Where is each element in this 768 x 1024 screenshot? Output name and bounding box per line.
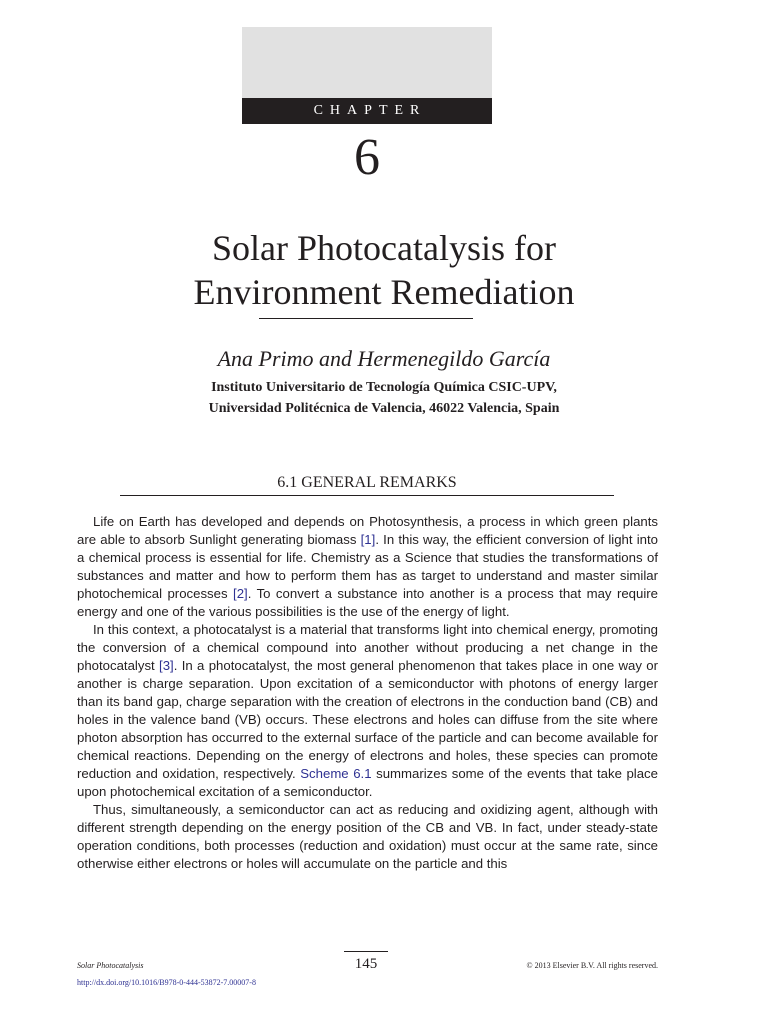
section-divider bbox=[120, 495, 614, 496]
paragraph-1-text-a: Life on Earth has developed and depends on Photosynthesis, a process in which green plants are able to absorb Sunlight generating biomass bbox=[77, 514, 658, 547]
chapter-number: 6 bbox=[354, 129, 380, 186]
doi-link[interactable]: http://dx.doi.org/10.1016/B978-0-444-53872-7.00007-8 bbox=[77, 978, 256, 987]
title-divider bbox=[259, 318, 473, 319]
citation-link-2[interactable]: [2] bbox=[233, 586, 248, 601]
chapter-label: CHAPTER bbox=[242, 98, 492, 124]
paragraph-1 bbox=[77, 513, 658, 621]
paragraph-2-text-a: In this context, a photocatalyst is a material that transforms light into chemical energy, promoting the conversion of a chemical compound into another without producing a net change in the photocatalyst bbox=[77, 622, 658, 673]
citation-link-3[interactable]: [3] bbox=[159, 658, 174, 673]
copyright-notice: © 2013 Elsevier B.V. All rights reserved. bbox=[526, 961, 658, 970]
chapter-title-line-2: Environment Remediation bbox=[193, 272, 575, 312]
chapter-title-line-1: Solar Photocatalysis for bbox=[212, 228, 556, 268]
paragraph-3: Thus, simultaneously, a semiconductor can act as reducing and oxidizing agent, although with different strength depending on the energy position of the CB and VB. In fact, under steady-state operation conditions, both processes (reduction and oxidation) must occur at the same rate, since otherwise either electrons or holes will accumulate on the particle and this bbox=[77, 802, 658, 871]
chapter-header-block bbox=[242, 27, 492, 98]
chapter-title bbox=[40, 226, 728, 314]
affiliation-line-1: Instituto Universitario de Tecnología Química CSIC-UPV, bbox=[211, 380, 557, 395]
body-text bbox=[77, 513, 658, 873]
footer-divider bbox=[344, 951, 388, 952]
paragraph-1-text-c: . To convert a substance into another is a process that may require energy and one of the various possibilities is the use of the energy of light. bbox=[77, 586, 659, 619]
paragraph-2-text-b: . In a photocatalyst, the most general phenomenon that takes place in one way or another is charge separation. Upon excitation of a semiconductor with photons of energy larger than its band gap, charge separation with the creation of electrons in the conduction band (CB) and holes in the valence band (VB) occurs. These electrons and holes can diffuse from the site where photon absorption has occurred to the external surface of the particle and can become available for chemical reactions. Depending on the energy of electrons and holes, these species can promote reduction and oxidation, respectively. bbox=[77, 658, 659, 781]
authors: Ana Primo and Hermenegildo García bbox=[217, 346, 551, 371]
citation-link-1[interactable]: [1] bbox=[360, 532, 376, 547]
page-number: 145 bbox=[354, 956, 378, 972]
affiliation bbox=[40, 377, 728, 419]
journal-name: Solar Photocatalysis bbox=[77, 961, 144, 970]
paragraph-2 bbox=[77, 621, 658, 801]
section-heading: 6.1 GENERAL REMARKS bbox=[277, 474, 457, 491]
paragraph-2-text-c: summarizes some of the events that take place upon photochemical excitation of a semiconductor. bbox=[77, 766, 658, 799]
scheme-link[interactable]: Scheme 6.1 bbox=[300, 766, 372, 781]
paragraph-1-text-b: . In this way, the efficient conversion of light into a chemical process is essential for life. Chemistry as a Science that studies the transformations of substances and matter and how to perform them has as target to understand and master similar photochemical processes bbox=[77, 532, 658, 601]
affiliation-line-2: Universidad Politécnica de Valencia, 46022 Valencia, Spain bbox=[208, 401, 560, 416]
